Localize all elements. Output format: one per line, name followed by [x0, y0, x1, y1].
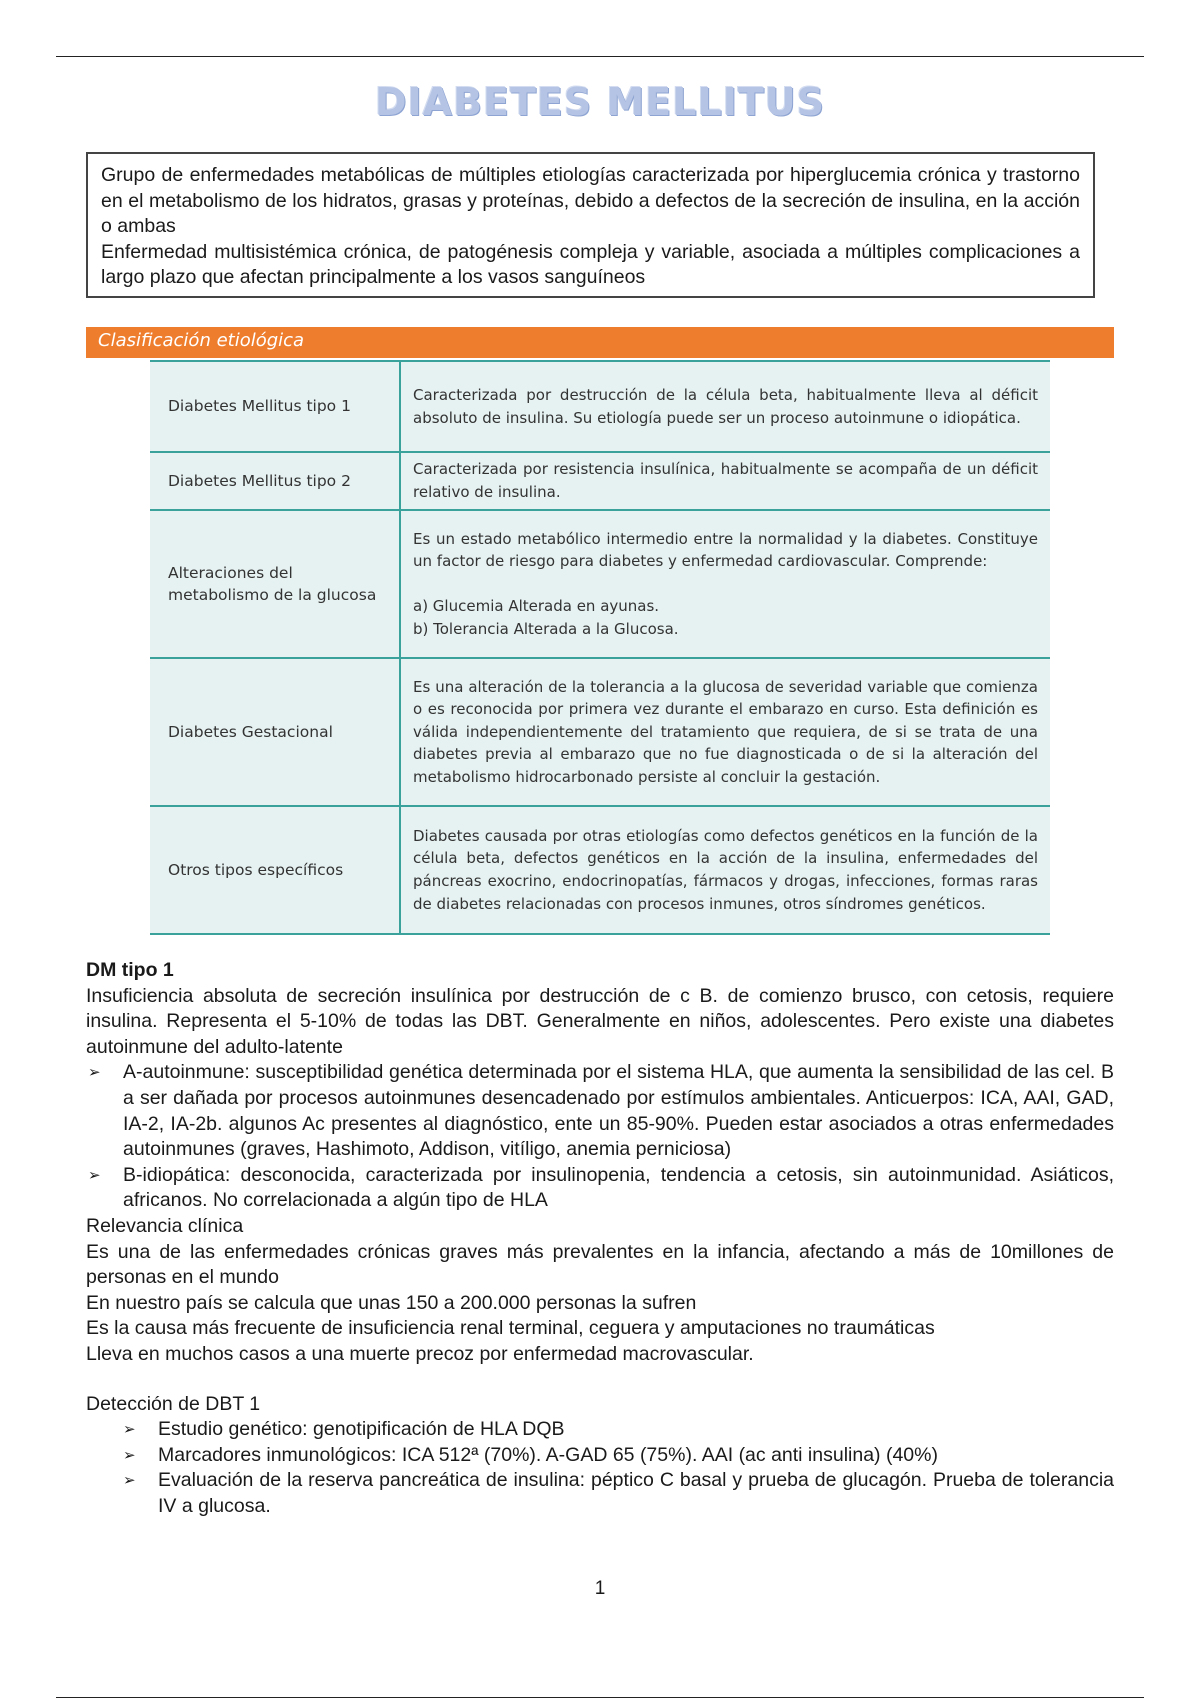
dm1-heading: DM tipo 1 [86, 959, 174, 981]
list-item [86, 1163, 1114, 1214]
arrow-bullet-icon: ➢ [88, 1064, 101, 1082]
arrow-bullet-icon: ➢ [123, 1472, 136, 1490]
definition-box [86, 152, 1095, 298]
row-type-label: Diabetes Mellitus tipo 1 [150, 361, 400, 452]
row-description-text: Caracterizada por resistencia insulínica, habitualmente se acompaña de un déficit relativo de insulina. [413, 460, 1038, 501]
list-item-text: A-autoinmune: susceptibilidad genética determinada por el sistema HLA, que aumenta la sensibilidad de las cel. B a ser dañada por procesos autoinmunes desencadenado por estímulos ambientales. Anticuerpos: ICA, AAI, GAD, IA-2, IA-2b. algunos Ac presentes al diagnóstico, ente un 85-90%. Pueden estar asociados a otras enfermedades autoinmunes (graves, Hashimoto, Addison, vitíligo, anemia perniciosa) [123, 1061, 1114, 1161]
table-row [150, 806, 1050, 934]
table-row [150, 658, 1050, 806]
definition-paragraph-1: Grupo de enfermedades metabólicas de múltiples etiologías caracterizada por hiperglucemia crónica y trastorno en el metabolismo de los hidratos, grasas y proteínas, debido a defectos de la secreción de insulina, en la acción o ambas [101, 164, 1080, 237]
list-item [86, 1443, 1114, 1469]
detection-list [86, 1417, 1114, 1519]
row-type-label: Diabetes Mellitus tipo 2 [150, 452, 400, 510]
list-item-text: Estudio genético: genotipificación de HLA DQB [158, 1418, 565, 1441]
row-description [400, 510, 1050, 658]
row-description-item: a) Glucemia Alterada en ayunas. [413, 597, 660, 615]
row-description [400, 361, 1050, 452]
row-description-text: Diabetes causada por otras etiologías como defectos genéticos en la función de la célula beta, defectos genéticos en la acción de la insulina, enfermedades del páncreas exocrino, endocrinopatías, fármacos y drogas, infecciones, formas raras de diabetes relacionadas con procesos inmunes, otros síndromes genéticos. [413, 826, 1038, 913]
relevance-paragraph: Es la causa más frecuente de insuficiencia renal terminal, ceguera y amputaciones no traumáticas [86, 1317, 935, 1340]
dm1-intro: Insuficiencia absoluta de secreción insulínica por destrucción de c B. de comienzo brusco, con cetosis, requiere insulina. Representa el 5-10% de todas las DBT. Generalmente en niños, adolescentes. Pero existe una diabetes autoinmune del adulto-latente [86, 984, 1114, 1058]
row-type-label: Alteraciones del metabolismo de la glucosa [150, 510, 400, 658]
arrow-bullet-icon: ➢ [123, 1421, 136, 1439]
list-item [86, 1417, 1114, 1443]
classification-header: Clasificación etiológica [86, 327, 1114, 358]
table-row [150, 510, 1050, 658]
relevance-paragraph: En nuestro país se calcula que unas 150 a 200.000 personas la sufren [86, 1291, 697, 1314]
arrow-bullet-icon: ➢ [88, 1166, 101, 1184]
row-description-text: Es una alteración de la tolerancia a la glucosa de severidad variable que comienza o es reconocida por primera vez durante el embarazo en curso. Esta definición es válida independientemente del tratamiento que requiera, de si se trata de una diabetes previa al embarazo que no fue diagnosticada o de si la alteración del metabolismo hidrocarbonado persiste al concluir la gestación. [413, 677, 1038, 786]
table-row [150, 452, 1050, 510]
list-item-text: Marcadores inmunológicos: ICA 512ª (70%). A-GAD 65 (75%). AAI (ac anti insulina) (40%) [158, 1443, 938, 1466]
detection-heading: Detección de DBT 1 [86, 1392, 261, 1415]
row-type-label: Diabetes Gestacional [150, 658, 400, 806]
arrow-bullet-icon: ➢ [123, 1446, 136, 1464]
row-description-text: Es un estado metabólico intermedio entre la normalidad y la diabetes. Constituye un factor de riesgo para diabetes y enfermedad cardiovascular. Comprende: [413, 529, 1038, 571]
relevance-paragraph: Es una de las enfermedades crónicas graves más prevalentes en la infancia, afectando a más de 10millones de personas en el mundo [86, 1240, 1114, 1289]
top-rule [56, 56, 1144, 57]
relevance-paragraph: Lleva en muchos casos a una muerte precoz por enfermedad macrovascular. [86, 1342, 754, 1365]
list-item [86, 1468, 1114, 1519]
list-item-text: Evaluación de la reserva pancreática de insulina: péptico C basal y prueba de glucagón. Prueba de tolerancia IV a glucosa. [158, 1469, 1114, 1517]
document-title: DIABETES MELLITUS [375, 80, 825, 124]
row-type-label: Otros tipos específicos [150, 806, 400, 934]
row-description-text: Caracterizada por destrucción de la célula beta, habitualmente lleva al déficit absoluto de insulina. Su etiología puede ser un proceso autoinmune o idiopática. [413, 385, 1038, 427]
dm1-section [86, 958, 1114, 1519]
row-description [400, 452, 1050, 510]
row-description [400, 806, 1050, 934]
list-item-text: B-idiopática: desconocida, caracterizada por insulinopenia, tendencia a cetosis, sin autoinmunidad. Asiáticos, africanos. No correlacionada a algún tipo de HLA [123, 1163, 1114, 1212]
bottom-rule [56, 1697, 1144, 1698]
list-item [86, 1060, 1114, 1162]
page-number: 1 [594, 1578, 606, 1599]
classification-table [150, 360, 1050, 935]
definition-paragraph-2: Enfermedad multisistémica crónica, de patogénesis compleja y variable, asociada a múltiples complicaciones a largo plazo que afectan principalmente a los vasos sanguíneos [101, 240, 1080, 288]
row-description [400, 658, 1050, 806]
row-description-item: b) Tolerancia Alterada a la Glucosa. [413, 619, 679, 638]
relevance-heading: Relevancia clínica [86, 1214, 244, 1237]
dm1-subtypes-list [86, 1060, 1114, 1214]
table-row [150, 361, 1050, 452]
